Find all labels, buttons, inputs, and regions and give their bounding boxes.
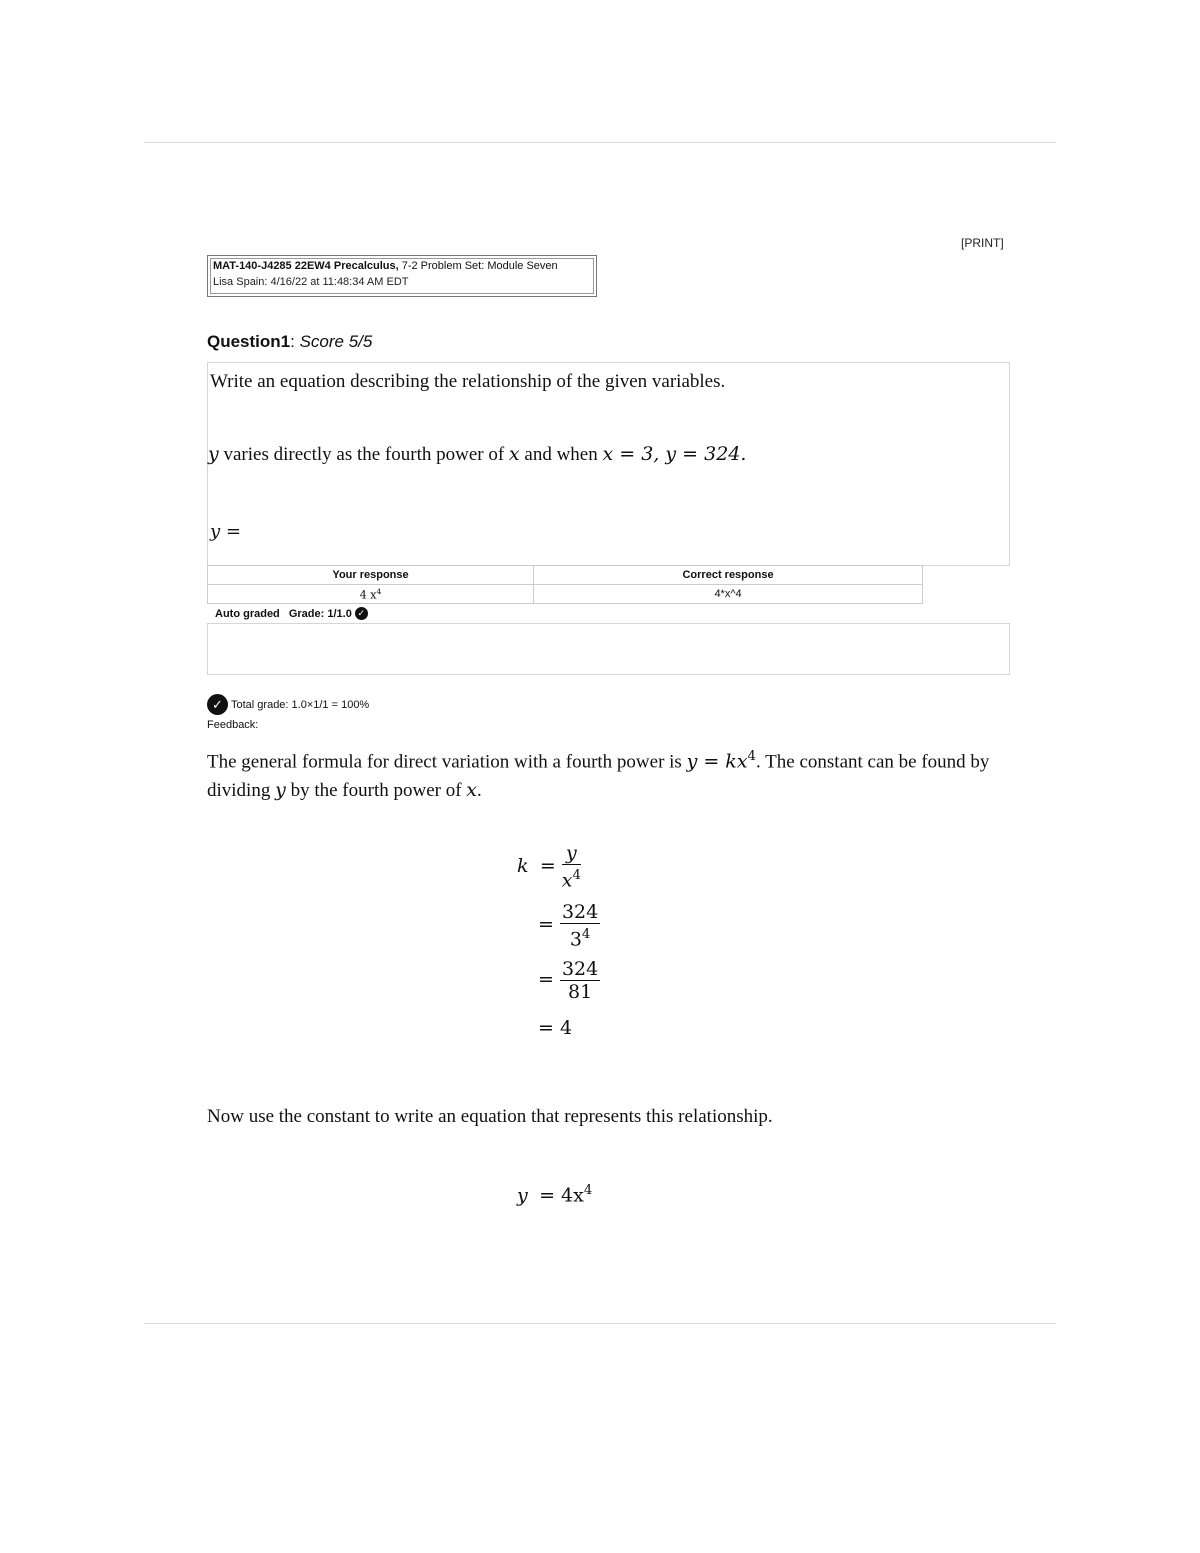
derivation-step-3: = $\frac{324}{81}$ <box>538 958 599 1003</box>
bottom-divider <box>144 1323 1056 1324</box>
feedback-paragraph: The general formula for direct variation with a fourth power is $y = kx^4$. The constant can be found by dividing y by the fourth power of x. <box>207 749 990 802</box>
correct-response-header: Correct response <box>534 566 923 585</box>
print-link[interactable]: [PRINT] <box>961 236 1004 250</box>
question-box <box>207 362 1010 566</box>
auto-grade-line: Auto graded Grade: 1/1.0 ✓ <box>215 607 368 620</box>
your-response-value: 4 $x^4$ <box>208 585 534 604</box>
response-table <box>207 565 923 604</box>
derivation-result: = 4 <box>538 1017 573 1039</box>
total-grade-text: Total grade: 1.0×1/1 = 100% <box>231 698 370 711</box>
total-grade <box>207 694 369 715</box>
final-equation: $y = 4x^4$ <box>517 1183 593 1207</box>
derivation-step-1: k = $\frac{y}{x^4}$ <box>517 842 581 892</box>
question-score: Score 5/5 <box>299 332 373 351</box>
derivation-step-2: = $\frac{324}{3^4}$ <box>538 901 599 951</box>
check-circle-icon: ✓ <box>355 607 368 620</box>
question-prompt: Write an equation describing the relationship of the given variables. <box>210 371 726 392</box>
assignment-header <box>207 255 597 297</box>
correct-response-value: 4*x^4 <box>534 585 923 604</box>
feedback-paragraph-2: Now use the constant to write an equation that represents this relationship. <box>207 1106 773 1127</box>
comment-box <box>207 623 1010 675</box>
grade-text: Grade: 1/1.0 <box>288 607 352 620</box>
question-title: Question1: Score 5/5 <box>207 332 373 351</box>
submission-info: Lisa Spain: 4/16/22 at 11:48:34 AM EDT <box>213 276 409 288</box>
course-title: MAT-140-J4285 22EW4 Precalculus, 7-2 Problem Set: Module Seven <box>213 260 558 272</box>
question-statement: y varies directly as the fourth power of x and when x = 3, y = 324. <box>208 443 747 465</box>
answer-label: y = <box>210 521 241 542</box>
top-divider <box>144 142 1056 143</box>
check-circle-icon: ✓ <box>207 694 228 715</box>
feedback-label: Feedback: <box>207 719 259 731</box>
your-response-header: Your response <box>208 566 534 585</box>
